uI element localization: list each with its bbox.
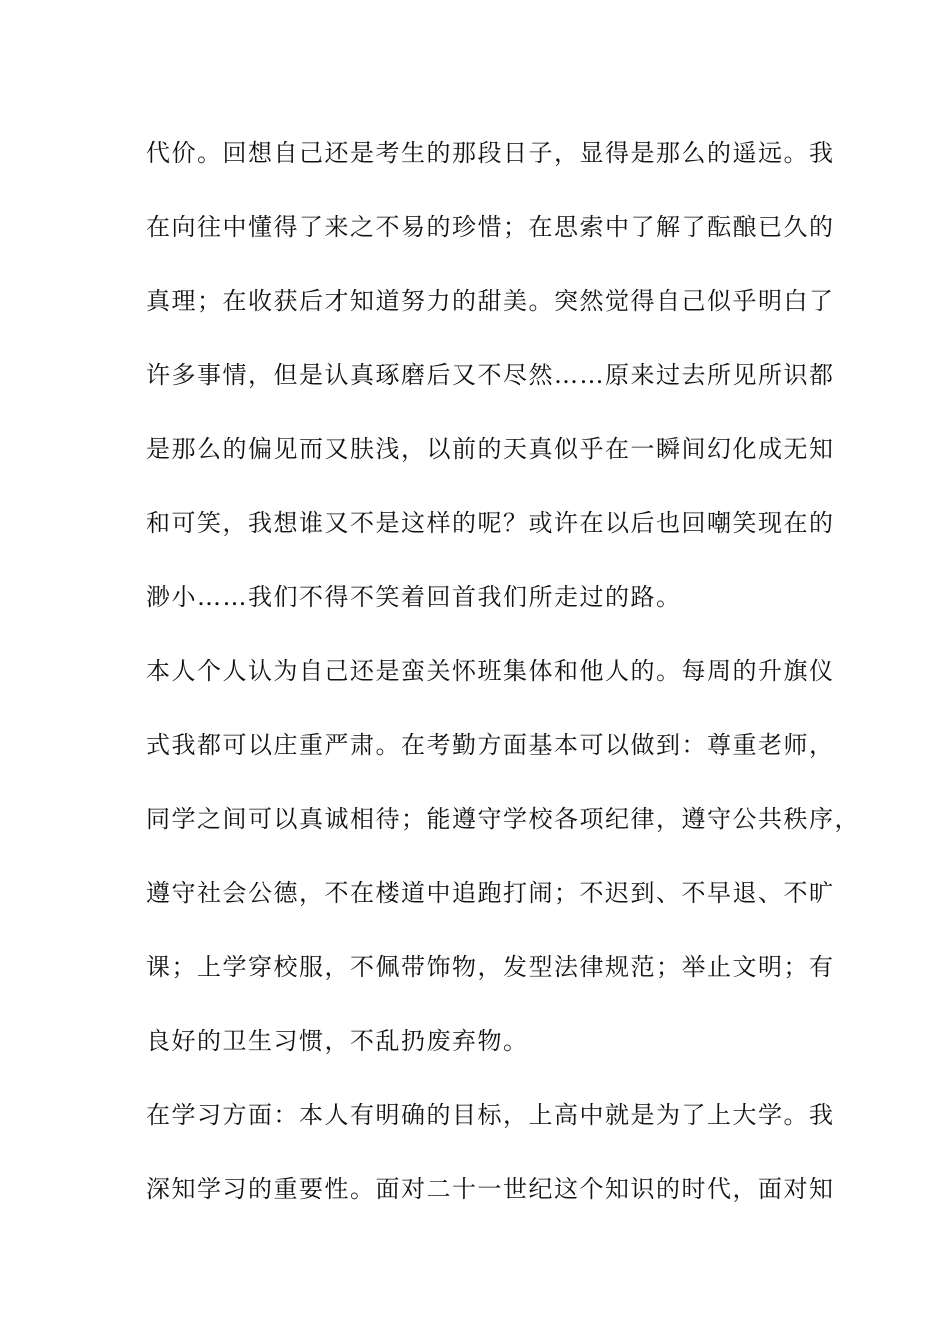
text-line: 本人个人认为自己还是蛮关怀班集体和他人的。每周的升旗仪	[146, 657, 835, 685]
text-line: 式我都可以庄重严肃。在考勤方面基本可以做到：尊重老师，	[146, 731, 835, 759]
text-line: 遵守社会公德，不在楼道中追跑打闹；不迟到、不早退、不旷	[146, 879, 835, 907]
text-line: 在向往中懂得了来之不易的珍惜；在思索中了解了酝酿已久的	[146, 213, 835, 241]
text-line: 课；上学穿校服，不佩带饰物，发型法律规范；举止文明；有	[146, 953, 835, 981]
text-line: 在学习方面：本人有明确的目标，上高中就是为了上大学。我	[146, 1101, 835, 1129]
text-line: 是那么的偏见而又肤浅，以前的天真似乎在一瞬间幻化成无知	[146, 435, 835, 463]
text-line: 渺小……我们不得不笑着回首我们所走过的路。	[146, 583, 682, 611]
text-line: 同学之间可以真诚相待；能遵守学校各项纪律，遵守公共秩序，	[146, 805, 860, 833]
document-body	[146, 128, 860, 1238]
text-line: 和可笑，我想谁又不是这样的呢？或许在以后也回嘲笑现在的	[146, 509, 835, 537]
text-line: 真理；在收获后才知道努力的甜美。突然觉得自己似乎明白了	[146, 287, 835, 315]
text-line: 代价。回想自己还是考生的那段日子，显得是那么的遥远。我	[146, 139, 835, 167]
text-line: 深知学习的重要性。面对二十一世纪这个知识的时代，面对知	[146, 1175, 835, 1203]
text-line: 许多事情，但是认真琢磨后又不尽然……原来过去所见所识都	[146, 361, 835, 389]
text-line: 良好的卫生习惯，不乱扔废弃物。	[146, 1027, 529, 1055]
